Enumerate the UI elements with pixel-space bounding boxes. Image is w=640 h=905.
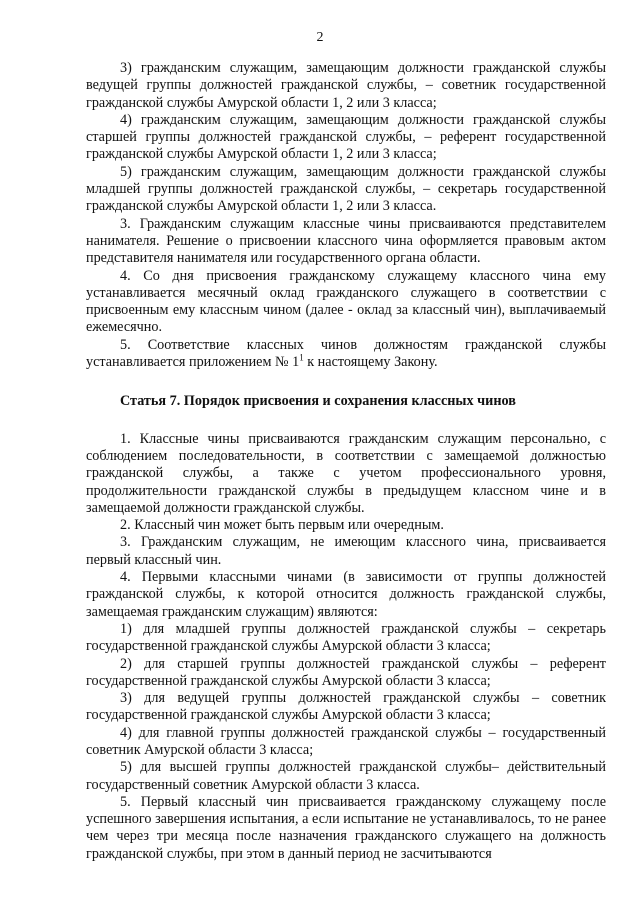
paragraph-text-end: к настоящему Закону. [303, 354, 438, 371]
paragraph: 4. Первыми классными чинами (в зависимости от группы должностей гражданской службы, к которой относится должность гражданской службы, замещаемая гражданским служащим) являются: [86, 569, 606, 620]
list-item: 2) для старшей группы должностей гражданской службы – референт государственной гражданской службы Амурской области 3 класса; [86, 655, 606, 689]
article-heading: Статья 7. Порядок присвоения и сохранения классных чинов [120, 393, 516, 410]
paragraph: 1. Классные чины присваиваются гражданским служащим персонально, с соблюдением последовательности, в соответствии с замещаемой должностью гражданской службы, а также с учетом профессионального уровня, продолжительности гражданской службы в предыдущем классном чине и в замещаемой должности гражданской службы. [86, 430, 606, 516]
page-number: 2 [316, 30, 324, 45]
paragraph: 5) гражданским служащим, замещающим должности гражданской службы младшей группы должностей гражданской службы, – секретарь государственной гражданской службы Амурской области 1, 2 или 3 класса. [86, 163, 606, 215]
document-body [86, 60, 606, 863]
paragraph-appendix-reference [86, 337, 606, 372]
list-item: 3) для ведущей группы должностей гражданской службы – советник государственной гражданской службы Амурской области 3 класса; [86, 690, 606, 724]
paragraph-text: 5. Соответствие классных чинов должностям гражданской службы устанавливается приложением № 1 [86, 336, 606, 371]
paragraph: 3. Гражданским служащим классные чины присваиваются представителем нанимателя. Решение о присвоении классного чина оформляется правовым актом представителя нанимателя или государственного органа области. [86, 215, 606, 267]
list-item: 1) для младшей группы должностей гражданской службы – секретарь государственной гражданской службы Амурской области 3 класса; [86, 620, 606, 655]
paragraph: 5. Первый классный чин присваивается гражданскому служащему после успешного завершения испытания, а если испытание не устанавливалось, то не ранее чем через три месяца после назначения гражданского служащего на должность гражданской службы, при этом в данный период не засчитываются [86, 793, 606, 862]
list-item: 5) для высшей группы должностей гражданской службы– действительный государственный советник Амурской области 3 класса. [86, 759, 606, 793]
paragraph: 3. Гражданским служащим, не имеющим классного чина, присваивается первый классный чин. [86, 534, 606, 568]
paragraph: 2. Классный чин может быть первым или очередным. [120, 517, 444, 534]
paragraph: 3) гражданским служащим, замещающим должности гражданской службы ведущей группы должностей гражданской службы, – советник государственной гражданской службы Амурской области 1, 2 или 3 класса; [86, 60, 606, 111]
paragraph: 4) гражданским служащим, замещающим должности гражданской службы старшей группы должностей гражданской службы, – референт государственной гражданской службы Амурской области 1, 2 или 3 класса; [86, 111, 606, 163]
footnote-superscript: 1 [299, 352, 304, 363]
list-item: 4) для главной группы должностей гражданской службы – государственный советник Амурской области 3 класса; [86, 724, 606, 758]
paragraph: 4. Со дня присвоения гражданскому служащему классного чина ему устанавливается месячный оклад гражданского служащего в соответствии с присвоенным ему классным чином (далее - оклад за классный чин), выплачиваемый ежемесячно. [86, 267, 606, 336]
